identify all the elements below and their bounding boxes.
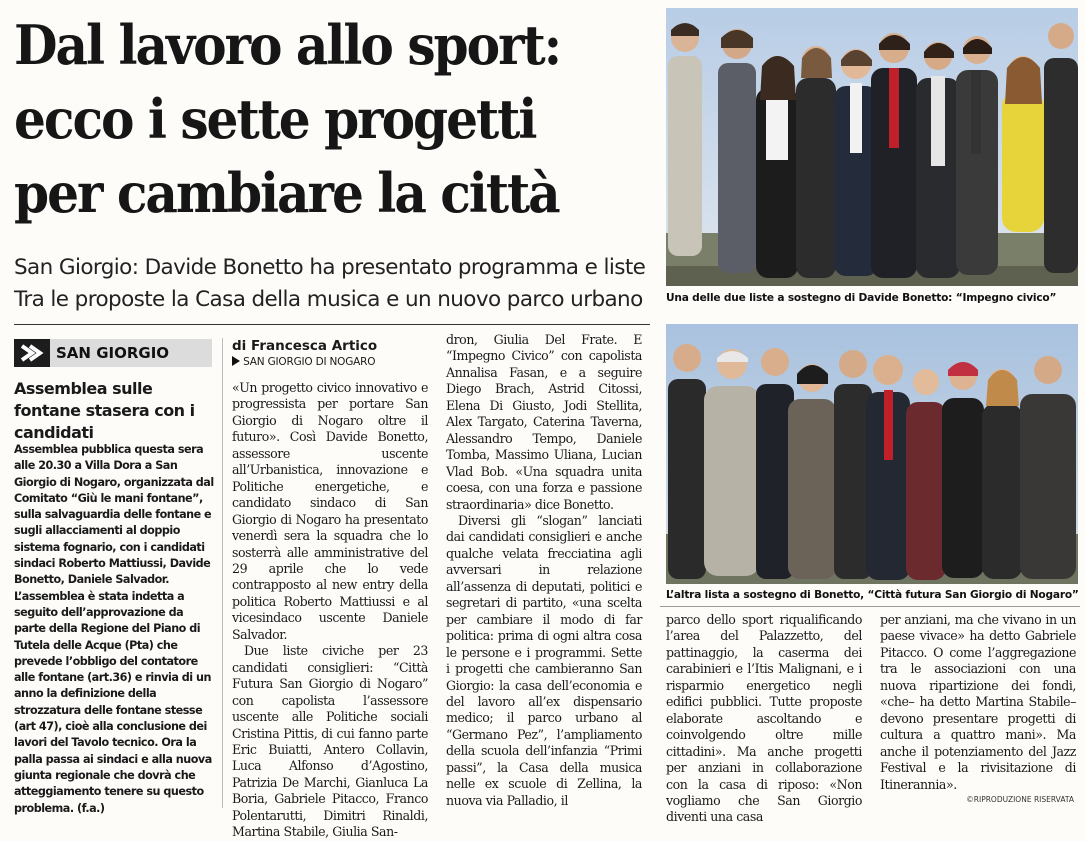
triangle-icon xyxy=(232,356,240,366)
photo-impegno-civico xyxy=(666,8,1078,286)
copyright-note: ©RIPRODUZIONE RISERVATA xyxy=(966,795,1074,804)
paragraph: parco dello sport riqualificando l’area del Palazzetto, del pattinaggio, la caserma dei carabinieri e l’Itis Malignani, e i risparmio energetico negli edifici pubblici. Tutte proposte elaborate ascoltando e coinvolgendo oltre mille cittadini». Ma anche progetti per anziani in collaborazione con la casa di riposo: «Non vogliamo che San Giorgio diventi una casa xyxy=(666,612,862,825)
byline: di Francesca Artico xyxy=(232,338,378,354)
group-photo-2 xyxy=(666,324,1078,584)
article-column-1 xyxy=(232,380,428,841)
headline-line-3: per cambiare la città xyxy=(14,161,559,225)
dateline xyxy=(232,356,375,368)
paragraph: dron, Giulia Del Frate. E “Impegno Civico” con capolista Annalisa Fasan, e a seguire Diego Brach, Astrid Citossi, Elena Di Giusto, Jodi Stellita, Alex Targato, Caterina Taverna, Alessandro Tempo, Daniele Tomba, Massimo Uliana, Lucian Vlad Bob. «Una squadra unita coesa, con una forza e passione straordinaria» dice Bonetto. xyxy=(446,332,642,512)
photo-caption-bottom: L’altra lista a sostegno di Bonetto, “Città futura San Giorgio di Nogaro” xyxy=(666,589,1079,601)
headline-line-2: ecco i sette progetti xyxy=(14,87,536,151)
dateline-place: SAN GIORGIO DI NOGARO xyxy=(243,356,376,368)
divider xyxy=(14,324,650,325)
column-separator xyxy=(222,338,223,808)
article-column-2 xyxy=(446,332,642,809)
headline xyxy=(14,8,609,230)
photo-citta-futura xyxy=(666,324,1078,584)
paragraph: Due liste civiche per 23 candidati consiglieri: “Città Futura San Giorgio di Nogaro” con capolista l’assessore uscente alle Politiche sociali Cristina Pittis, di cui fanno parte Eric Buiatti, Antero Collavin, Luca Alfonso d’Agostino, Patrizia De Marchi, Gianluca La Boria, Gabriele Pitacco, Franco Polentarutti, Dimitri Rinaldi, Martina Stabile, Giulia San- xyxy=(232,643,428,840)
divider xyxy=(660,606,1080,607)
article-column-4 xyxy=(880,612,1076,793)
arrow-right-icon xyxy=(14,339,50,367)
subheadline-line-1: San Giorgio: Davide Bonetto ha presentato programma e liste xyxy=(14,255,646,280)
paragraph: per anziani, ma che vivano in un paese vivace» ha detto Gabriele Pitacco. O come l’aggregazione tra le associazioni con una nuova ripartizione dei fondi, «che– ha detto Martina Stabile– devono presentare progetti di cultura a quattro mani». Ma anche il potenziamento del Jazz Festival e la rivisitazione di Itinerannia». xyxy=(880,612,1076,792)
paragraph: Diversi gli “slogan” lanciati dai candidati consiglieri e anche qualche velata frecciatina agli avversari in relazione all’assenza di deputati, politici e segretari di partito, «una scelta per cambiare il modo di far politica: prima di ogni altra cosa le persone e i programmi. Sette i progetti che cambieranno San Giorgio: la casa dell’economia e del lavoro all’ex dispensario medico; il parco urbano al “Germano Pez”, l’ampliamento della scuola dell’infanzia “Primi passi”, la Casa della musica nelle ex scuole di Zellina, la nuova via Palladio, il xyxy=(446,512,642,808)
sidebar-body: Assemblea pubblica questa sera alle 20.30 a Villa Dora a San Giorgio di Nogaro, organizzata dal Comitato “Giù le mani fontane”, sulla salvaguardia delle fontane e sugli allacciamenti al doppio sistema fognario, con i candidati sindaci Roberto Mattiussi, Davide Bonetto, Daniele Salvador. L’assemblea è stata indetta a seguito dell’approvazione da parte della Regione del Piano di Tutela delle Acque (Pta) che prevede l’obbligo del contatore alle fontane (art.36) e rinvia di un anno la definizione della strozzatura delle fontane stesse (art 47), cioè alla conclusione dei lavori del Tavolo tecnico. Ora la palla passa ai sindaci e alla nuova giunta regionale che dovrà che atteggiamento tenere su questo problema. (f.a.) xyxy=(14,443,214,815)
subheadline-line-2: Tra le proposte la Casa della musica e un nuovo parco urbano xyxy=(14,287,643,312)
section-label: SAN GIORGIO xyxy=(56,344,170,362)
section-arrow xyxy=(14,339,50,367)
headline-line-1: Dal lavoro allo sport: xyxy=(14,13,561,77)
sidebar-title: Assemblea sulle fontane stasera con i candidati xyxy=(14,379,195,442)
photo-caption-top: Una delle due liste a sostegno di Davide Bonetto: “Impegno civico” xyxy=(666,292,1057,304)
group-photo-1 xyxy=(666,8,1078,286)
article-column-3 xyxy=(666,612,862,826)
paragraph: «Un progetto civico innovativo e progressista per portare San Giorgio di Nogaro oltre il futuro». Così Davide Bonetto, assessore uscente all’Urbanistica, innovazione e Politiche energetiche, e candidato sindaco di San Giorgio di Nogaro ha presentato venerdì sera la squadra che lo sosterrà alle amministrative del 29 aprile che lo vede contrapposto al new entry della politica Roberto Mattiussi e al vicesindaco uscente Daniele Salvador. xyxy=(232,380,428,642)
